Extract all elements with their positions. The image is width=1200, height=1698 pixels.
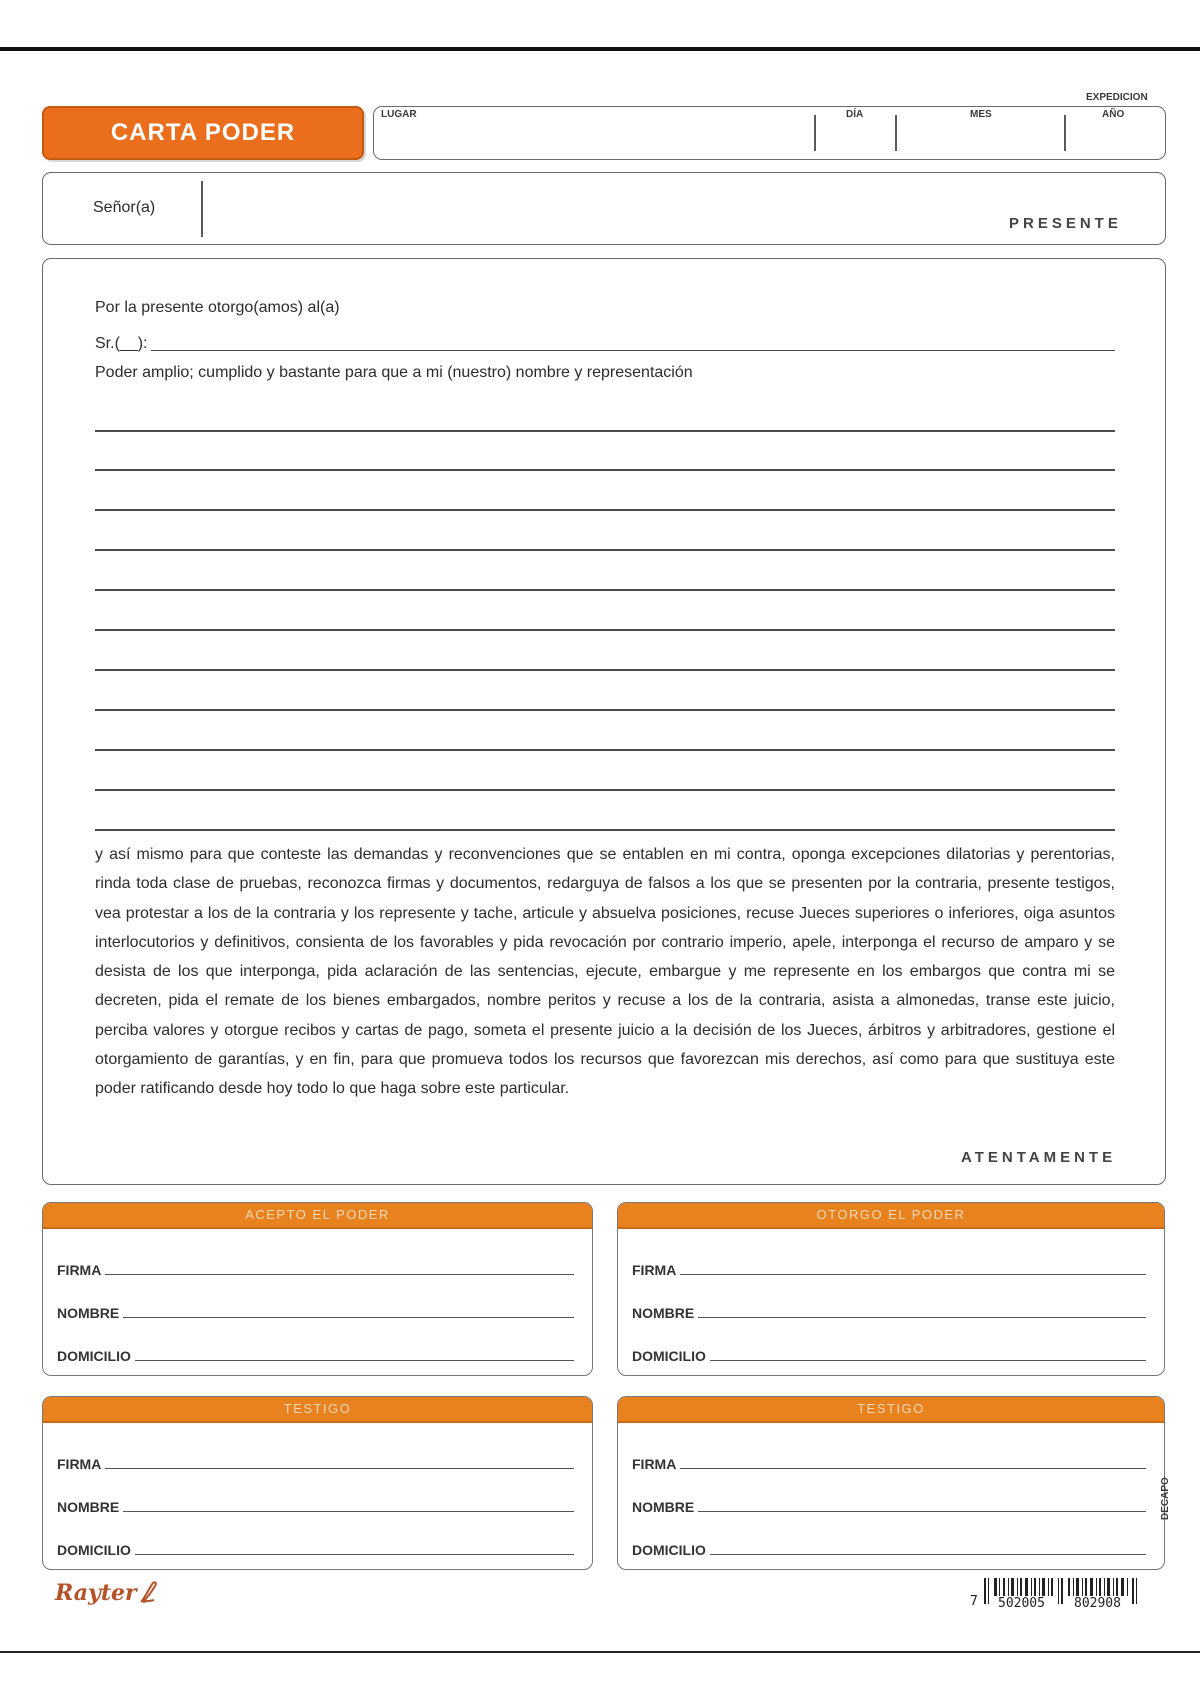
separator <box>1064 115 1066 151</box>
powers-paragraph: y así mismo para que conteste las demandas y reconvenciones que se entablen en mi contra, oponga excepciones dilatorias y perentorias, rinda toda clase de pruebas, reconozca firmas y documentos, redarguya de falsos a los que se presenten por la contraria, presente testigos, vea protestar a los de la contraria y los represente y tache, articule y absuelva posiciones, recuse Jueces superiores o inferiores, oiga asuntos interlocutorios y definitivos, consienta de los favorables y pida revocación por contrario imperio, apele, interponga el recurso de amparo y se desista de los que interponga, pida aclaración de las sentencias, ejecute, embargue y me represente en los embargos que contra mi se decreten, pida el remate de los bienes embargados, nombre peritos y recuse a los de la contraria, asista a almonedas, transe este juicio, perciba valores y otorgue recibos y cartas de pago, someta el presente juicio a la decisión de los Jueces, árbitros y arbitradores, gestione el otorgamiento de garantías, y en fin, para que promueva todos los recursos que favorezcan mis derechos, así como para que sustituya este poder ratificando desde hoy todo lo que haga sobre este particular. <box>95 846 1115 1098</box>
firma-label: FIRMA <box>632 1262 677 1278</box>
blank-line[interactable] <box>95 549 1115 551</box>
closing-label: ATENTAMENTE <box>961 1149 1117 1166</box>
top-border <box>0 47 1200 51</box>
domicilio-label: DOMICILIO <box>57 1348 131 1364</box>
firma-row[interactable] <box>632 1450 1146 1472</box>
nombre-label: NOMBRE <box>632 1305 695 1321</box>
domicilio-row[interactable] <box>632 1536 1146 1558</box>
firma-line <box>680 1274 1146 1276</box>
blank-line[interactable] <box>95 749 1115 751</box>
nombre-row[interactable] <box>632 1493 1146 1515</box>
firma-label: FIRMA <box>57 1262 102 1278</box>
firma-line <box>105 1274 574 1276</box>
firma-row[interactable] <box>57 1450 574 1472</box>
blank-line[interactable] <box>95 430 1115 432</box>
otorgo-poder-box <box>617 1202 1165 1376</box>
nombre-row[interactable] <box>632 1299 1146 1321</box>
barcode-mid-digits: 502005 <box>998 1596 1045 1611</box>
expedicion-label: EXPEDICION <box>1086 92 1148 103</box>
domicilio-line <box>135 1554 574 1556</box>
mes-field[interactable] <box>902 123 1032 151</box>
nombre-row[interactable] <box>57 1299 574 1321</box>
lugar-field[interactable] <box>382 123 782 151</box>
anio-field[interactable] <box>1070 123 1155 151</box>
brand-logo <box>55 1580 159 1606</box>
form-title: CARTA PODER <box>110 119 296 146</box>
brand-name: Rayter <box>55 1580 137 1606</box>
mes-label: MES <box>970 109 992 120</box>
power-statement: Poder amplio; cumplido y bastante para que a mi (nuestro) nombre y representación <box>95 364 693 381</box>
blank-line[interactable] <box>95 789 1115 791</box>
firma-line <box>680 1468 1146 1470</box>
domicilio-row[interactable] <box>57 1536 574 1558</box>
blank-line[interactable] <box>95 669 1115 671</box>
testigo-1-box <box>42 1396 593 1570</box>
domicilio-line <box>710 1360 1146 1362</box>
separator <box>895 115 897 151</box>
grant-intro: Por la presente otorgo(amos) al(a) <box>95 299 340 316</box>
domicilio-label: DOMICILIO <box>57 1542 131 1558</box>
addressee-field[interactable] <box>213 181 913 231</box>
pen-flourish-icon <box>137 1580 159 1606</box>
blank-line[interactable] <box>95 629 1115 631</box>
barcode <box>970 1578 1158 1614</box>
firma-label: FIRMA <box>57 1456 102 1472</box>
blank-line[interactable] <box>95 829 1115 831</box>
bottom-border <box>0 1651 1200 1653</box>
side-code: DECAPO <box>1160 1477 1171 1520</box>
firma-row[interactable] <box>57 1256 574 1278</box>
otorgo-poder-title: OTORGO EL PODER <box>618 1203 1164 1229</box>
domicilio-line <box>135 1360 574 1362</box>
dia-field[interactable] <box>820 123 880 151</box>
nombre-row[interactable] <box>57 1493 574 1515</box>
firma-row[interactable] <box>632 1256 1146 1278</box>
firma-line <box>105 1468 574 1470</box>
form-title-banner <box>42 106 364 160</box>
blank-line[interactable] <box>95 509 1115 511</box>
sr-label: Sr.(__): <box>95 335 148 352</box>
lugar-label: LUGAR <box>381 109 417 120</box>
barcode-first-digit: 7 <box>970 1594 978 1609</box>
nombre-label: NOMBRE <box>57 1499 120 1515</box>
blank-line[interactable] <box>95 469 1115 471</box>
separator <box>814 115 816 151</box>
nombre-line <box>123 1511 574 1513</box>
nombre-label: NOMBRE <box>57 1305 120 1321</box>
testigo-1-title: TESTIGO <box>43 1397 592 1423</box>
testigo-2-box <box>617 1396 1165 1570</box>
barcode-last-digits: 802908 <box>1074 1596 1121 1611</box>
blank-line[interactable] <box>95 589 1115 591</box>
anio-label: AÑO <box>1102 109 1125 120</box>
senor-label: Señor(a) <box>93 199 156 216</box>
blank-line[interactable] <box>95 709 1115 711</box>
domicilio-row[interactable] <box>632 1342 1146 1364</box>
nombre-line <box>698 1511 1146 1513</box>
lugar-fecha-box <box>373 106 1166 160</box>
firma-label: FIRMA <box>632 1456 677 1472</box>
dia-label: DÍA <box>846 109 864 120</box>
attorney-name-line <box>151 350 1115 352</box>
addressee-box <box>42 172 1166 245</box>
body-box <box>42 258 1166 1185</box>
nombre-label: NOMBRE <box>632 1499 695 1515</box>
testigo-2-title: TESTIGO <box>618 1397 1164 1423</box>
separator <box>201 181 203 237</box>
domicilio-label: DOMICILIO <box>632 1542 706 1558</box>
acepto-poder-title: ACEPTO EL PODER <box>43 1203 592 1229</box>
attorney-name-row[interactable] <box>95 331 1115 353</box>
domicilio-line <box>710 1554 1146 1556</box>
domicilio-label: DOMICILIO <box>632 1348 706 1364</box>
nombre-line <box>123 1317 574 1319</box>
acepto-poder-box <box>42 1202 593 1376</box>
nombre-line <box>698 1317 1146 1319</box>
presente-label: PRESENTE <box>1009 215 1122 232</box>
domicilio-row[interactable] <box>57 1342 574 1364</box>
